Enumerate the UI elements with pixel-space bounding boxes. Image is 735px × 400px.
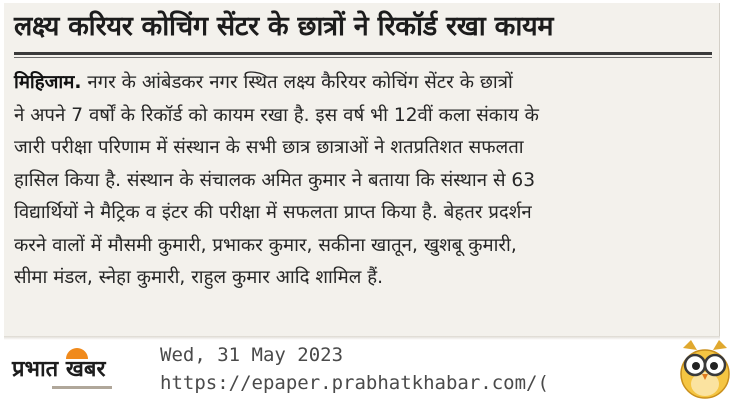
article-body xyxy=(14,67,714,295)
article-line-4: हासिल किया है. संस्थान के संचालक अमित कुमार ने बताया कि संस्थान से 63 xyxy=(14,169,536,191)
prabhat-khabar-logo xyxy=(12,355,142,395)
article-line-7: सीमा मंडल, स्नेहा कुमारी, राहुल कुमार आदि शामिल हैं. xyxy=(14,267,384,288)
edition-date: Wed, 31 May 2023 xyxy=(160,344,344,366)
headline-rule-thick xyxy=(14,52,712,55)
article-line-2: ने अपने 7 वर्षों के रिकॉर्ड को कायम रखा है. इस वर्ष भी 12वीं कला संकाय के xyxy=(14,104,539,126)
clipping-shadow xyxy=(4,336,720,340)
logo-text: प्रभात खबर xyxy=(12,357,106,382)
owl-icon xyxy=(677,338,733,400)
article-dateline: मिहिजाम. xyxy=(14,72,82,93)
article-line-5: विद्यार्थियों ने मैट्रिक व इंटर की परीक्षा में सफलता प्राप्त किया है. बेहतर प्रदर्शन xyxy=(14,202,532,223)
article-line-1-text: नगर के आंबेडकर नगर स्थित लक्ष्य कैरियर कोचिंग सेंटर के छात्रों xyxy=(81,72,513,93)
article-headline: लक्ष्य करियर कोचिंग सेंटर के छात्रों ने रिकॉर्ड रखा कायम xyxy=(14,11,554,42)
epaper-url-link[interactable]: https://epaper.prabhatkhabar.com/( xyxy=(160,372,549,394)
article-line-1 xyxy=(14,67,714,100)
headline-rule-thin xyxy=(14,57,712,58)
article-line-3: जारी परीक्षा परिणाम में संस्थान के सभी छात्र छात्राओं ने शतप्रतिशत सफलता xyxy=(14,137,524,158)
article-line-6: करने वालों में मौसमी कुमारी, प्रभाकर कुमार, सकीना खातून, खुशबू कुमारी, xyxy=(14,234,517,256)
newspaper-clipping xyxy=(4,3,720,336)
logo-tagline-bar xyxy=(52,386,112,389)
